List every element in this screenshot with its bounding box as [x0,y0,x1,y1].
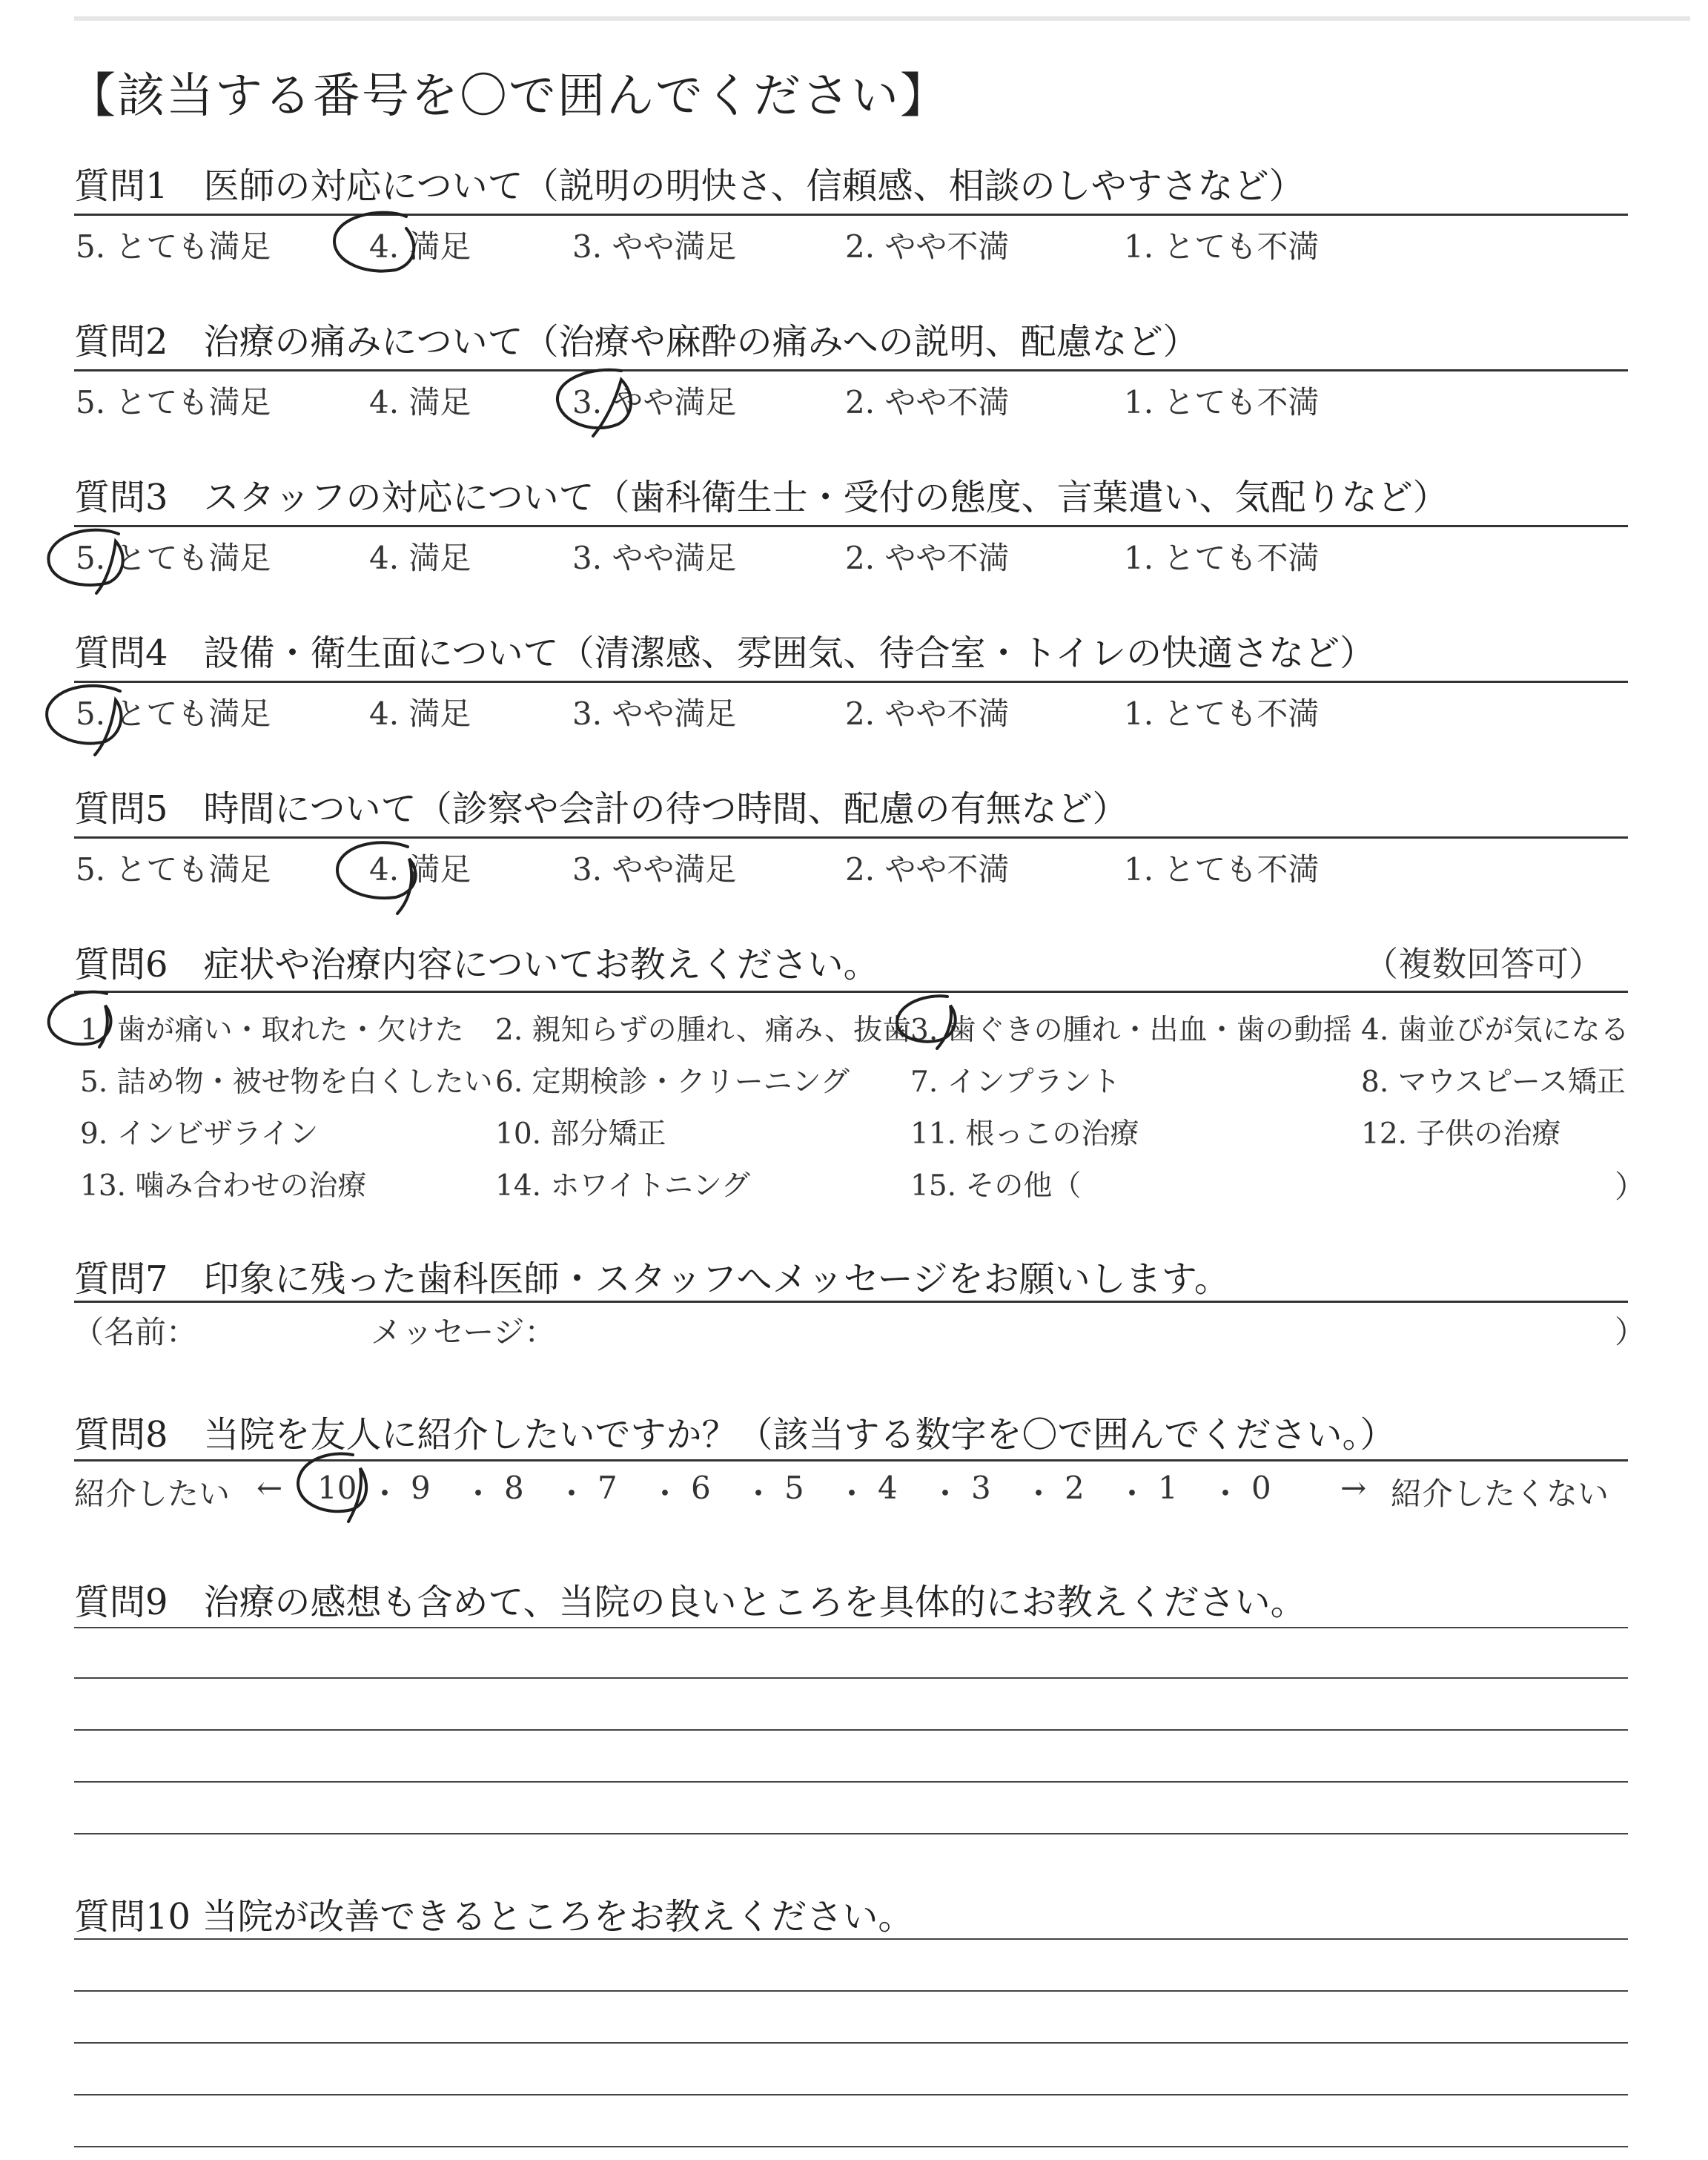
q8-scale-separator: ・ [556,1476,588,1512]
q3-title: 質問3 スタッフの対応について（歯科衛生士・受付の態度、言葉遣い、気配りなど） [74,477,1449,518]
q5-option-1[interactable]: 1. とても不満 [1124,851,1320,888]
q3-option-3[interactable]: 3. やや満足 [572,540,737,576]
q6-option-15[interactable]: 15. その他（ [910,1169,1082,1203]
q5-title: 質問5 時間について（診察や会計の待つ時間、配慮の有無など） [74,788,1128,830]
q6-option-7[interactable]: 7. インプラント [910,1066,1121,1099]
q4-option-3[interactable]: 3. やや満足 [572,696,737,732]
q2-title: 質問2 治療の痛みについて（治療や麻酔の痛みへの説明、配慮など） [74,321,1199,363]
page-title: 【該当する番号を〇で囲んでください】 [68,69,949,124]
q5-option-2[interactable]: 2. やや不満 [845,851,1010,888]
q9-answer-line [74,1729,1628,1731]
q10-answer-line [74,1938,1628,1940]
q10-answer-line [74,2094,1628,2095]
q4-option-2[interactable]: 2. やや不満 [845,696,1010,732]
q7-message-label: メッセージ： [371,1314,556,1350]
q5-option-3[interactable]: 3. やや満足 [572,851,737,888]
q2-option-2[interactable]: 2. やや不満 [845,384,1010,420]
q3-option-2[interactable]: 2. やや不満 [845,540,1010,576]
q8-scale-separator: ・ [463,1476,494,1512]
q10-title: 質問10 当院が改善できるところをお教えください。 [74,1896,914,1938]
q1-option-5[interactable]: 5. とても満足 [76,228,271,265]
q2-underline [74,369,1628,371]
q8-scale-4[interactable]: 4 [878,1470,898,1506]
q8-scale-separator: ・ [369,1476,401,1512]
q8-scale-9[interactable]: 9 [411,1470,431,1506]
q6-option-4[interactable]: 4. 歯並びが気になる [1361,1014,1629,1047]
q6-option-13[interactable]: 13. 噛み合わせの治療 [80,1169,367,1203]
q6-option-14[interactable]: 14. ホワイトニング [495,1169,750,1203]
q8-underline [74,1459,1628,1462]
q10-answer-line [74,1990,1628,1992]
q1-option-1[interactable]: 1. とても不満 [1124,228,1320,265]
q8-right-label: 紹介したくない [1391,1476,1609,1512]
q6-option-3[interactable]: 3. 歯ぐきの腫れ・出血・歯の動揺 [910,1014,1352,1047]
q2-option-5[interactable]: 5. とても満足 [76,384,271,420]
q8-scale-separator: ・ [1023,1476,1055,1512]
q9-answer-line [74,1833,1628,1834]
q8-scale-3[interactable]: 3 [971,1470,991,1506]
q2-option-1[interactable]: 1. とても不満 [1124,384,1320,420]
q2-option-3[interactable]: 3. やや満足 [572,384,737,420]
q7-close-paren: ） [1615,1314,1646,1350]
q10-answer-line [74,2146,1628,2147]
q8-scale-0[interactable]: 0 [1251,1470,1271,1506]
left-arrow-icon: ← [256,1470,283,1506]
q7-underline [74,1301,1628,1303]
q9-answer-line [74,1781,1628,1783]
q9-title: 質問9 治療の感想も含めて、当院の良いところを具体的にお教えください。 [74,1582,1306,1623]
q4-underline [74,681,1628,683]
q8-left-label: 紹介したい [74,1476,231,1512]
q8-scale-separator: ・ [1210,1476,1242,1512]
q8-scale-10[interactable]: 10 [317,1470,357,1506]
q3-option-4[interactable]: 4. 満足 [369,540,471,576]
q6-option-11[interactable]: 11. 根っこの治療 [910,1117,1139,1151]
q8-scale-6[interactable]: 6 [691,1470,711,1506]
q6-title: 質問6 症状や治療内容についてお教えください。 [74,944,879,985]
q6-other-close-paren: ） [1615,1169,1646,1205]
q1-underline [74,214,1628,216]
q6-multiple-note: （複数回答可） [1364,944,1603,984]
q1-option-4[interactable]: 4. 満足 [369,228,471,265]
q6-option-8[interactable]: 8. マウスピース矯正 [1361,1066,1626,1099]
q4-option-1[interactable]: 1. とても不満 [1124,696,1320,732]
q4-title: 質問4 設備・衛生面について（清潔感、雰囲気、待合室・トイレの快適さなど） [74,633,1376,674]
q3-option-1[interactable]: 1. とても不満 [1124,540,1320,576]
q7-title: 質問7 印象に残った歯科医師・スタッフへメッセージをお願いします。 [74,1258,1230,1300]
q8-scale-separator: ・ [836,1476,868,1512]
q7-name-label: （名前： [73,1314,198,1350]
q6-option-1[interactable]: 1. 歯が痛い・取れた・欠けた [80,1014,464,1047]
q8-scale-1[interactable]: 1 [1158,1470,1178,1506]
q9-answer-line [74,1677,1628,1679]
q4-option-5[interactable]: 5. とても満足 [76,696,271,732]
q6-option-9[interactable]: 9. インビザライン [80,1117,319,1151]
q6-option-6[interactable]: 6. 定期検診・クリーニング [495,1066,850,1099]
q8-scale-separator: ・ [743,1476,775,1512]
q2-option-4[interactable]: 4. 満足 [369,384,471,420]
q6-underline [74,991,1628,993]
q6-option-10[interactable]: 10. 部分矯正 [495,1117,666,1151]
q5-option-5[interactable]: 5. とても満足 [76,851,271,888]
right-arrow-icon: → [1340,1470,1367,1506]
q8-scale-7[interactable]: 7 [598,1470,618,1506]
q8-scale-5[interactable]: 5 [784,1470,804,1506]
q1-option-3[interactable]: 3. やや満足 [572,228,737,265]
q8-scale-separator: ・ [930,1476,961,1512]
q1-title: 質問1 医師の対応について（説明の明快さ、信頼感、相談のしやすさなど） [74,165,1305,207]
q5-option-4[interactable]: 4. 満足 [369,851,471,888]
q8-scale-8[interactable]: 8 [504,1470,524,1506]
q1-option-2[interactable]: 2. やや不満 [845,228,1010,265]
q5-underline [74,836,1628,839]
scan-top-edge [74,16,1690,21]
q8-title: 質問8 当院を友人に紹介したいですか？（該当する数字を〇で囲んでください。） [74,1414,1396,1456]
q8-scale-separator: ・ [1116,1476,1148,1512]
q8-scale-separator: ・ [649,1476,681,1512]
q3-underline [74,525,1628,527]
q6-option-5[interactable]: 5. 詰め物・被せ物を白くしたい [80,1066,493,1099]
q6-option-2[interactable]: 2. 親知らずの腫れ、痛み、抜歯 [495,1014,912,1047]
q6-option-12[interactable]: 12. 子供の治療 [1361,1117,1561,1151]
q8-scale-2[interactable]: 2 [1065,1470,1085,1506]
q3-option-5[interactable]: 5. とても満足 [76,540,271,576]
q10-answer-line [74,2042,1628,2044]
q4-option-4[interactable]: 4. 満足 [369,696,471,732]
q9-answer-line [74,1627,1628,1628]
